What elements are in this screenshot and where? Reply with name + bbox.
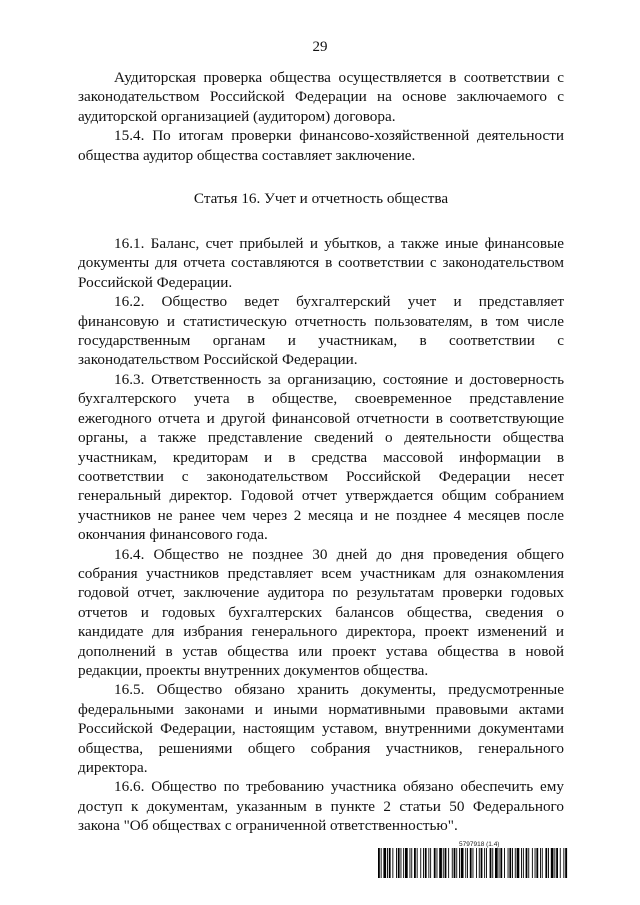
paragraph-audit-contract: Аудиторская проверка общества осуществляется в соответствии с законодательством Российской Федерации на основе заключаемого с аудиторской организацией (аудитором) договора. — [78, 69, 564, 125]
paragraph-16-1: 16.1. Баланс, счет прибылей и убытков, а также иные финансовые документы для отчета составляются в соответствии с законодательством Российской Федерации. — [78, 235, 564, 291]
paragraph-16-5: 16.5. Общество обязано хранить документы, предусмотренные федеральными законами и иными нормативными правовыми актами Российской Федерации, настоящим уставом, внутренними документами общества, решениями общего собрания участников, генерального директора. — [78, 681, 564, 776]
paragraph-16-3: 16.3. Ответственность за организацию, состояние и достоверность бухгалтерского учета в обществе, своевременное представление ежегодного отчета и другой финансовой отчетности в соответствующие органы, а также представление сведений о деятельности общества участникам, кредиторам и в средства массовой информации в соответствии с законодательством Российской Федерации несет генеральный директор. Годовой отчет утверждается общим собранием участников не ранее чем через 2 месяца и не позднее 4 месяцев после окончания финансового года. — [78, 370, 564, 544]
document-code: 5797918 (1.4) — [459, 841, 500, 848]
paragraph-16-6: 16.6. Общество по требованию участника обязано обеспечить ему доступ к документам, указанным в пункте 2 статьи 50 Федерального закона "Об обществах с ограниченной ответственностью". — [78, 778, 564, 835]
paragraph-16-4: 16.4. Общество не позднее 30 дней до дня проведения общего собрания участников представляет всем участникам для ознакомления годовой отчет, заключение аудитора по результатам проверки годовых отчетов и годовых бухгалтерских балансов общества, сведения о кандидате для избрания генерального директора, проект изменений и дополнений в устав общества или проект устава общества в новой редакции, проекты внутренних документов общества. — [78, 545, 564, 679]
page-number: 29 — [312, 39, 328, 55]
article-heading: Статья 16. Учет и отчетность общества — [193, 190, 449, 208]
barcode-icon — [378, 848, 568, 878]
document-body — [78, 68, 564, 836]
paragraph-16-2: 16.2. Общество ведет бухгалтерский учет и представляет финансовую и статистическую отчетность пользователям, в том числе государственным органам и участникам, в соответствии с законодательством Российской Федерации. — [78, 293, 564, 369]
paragraph-15-4: 15.4. По итогам проверки финансово-хозяйственной деятельности общества аудитор общества составляет заключение. — [78, 127, 564, 164]
